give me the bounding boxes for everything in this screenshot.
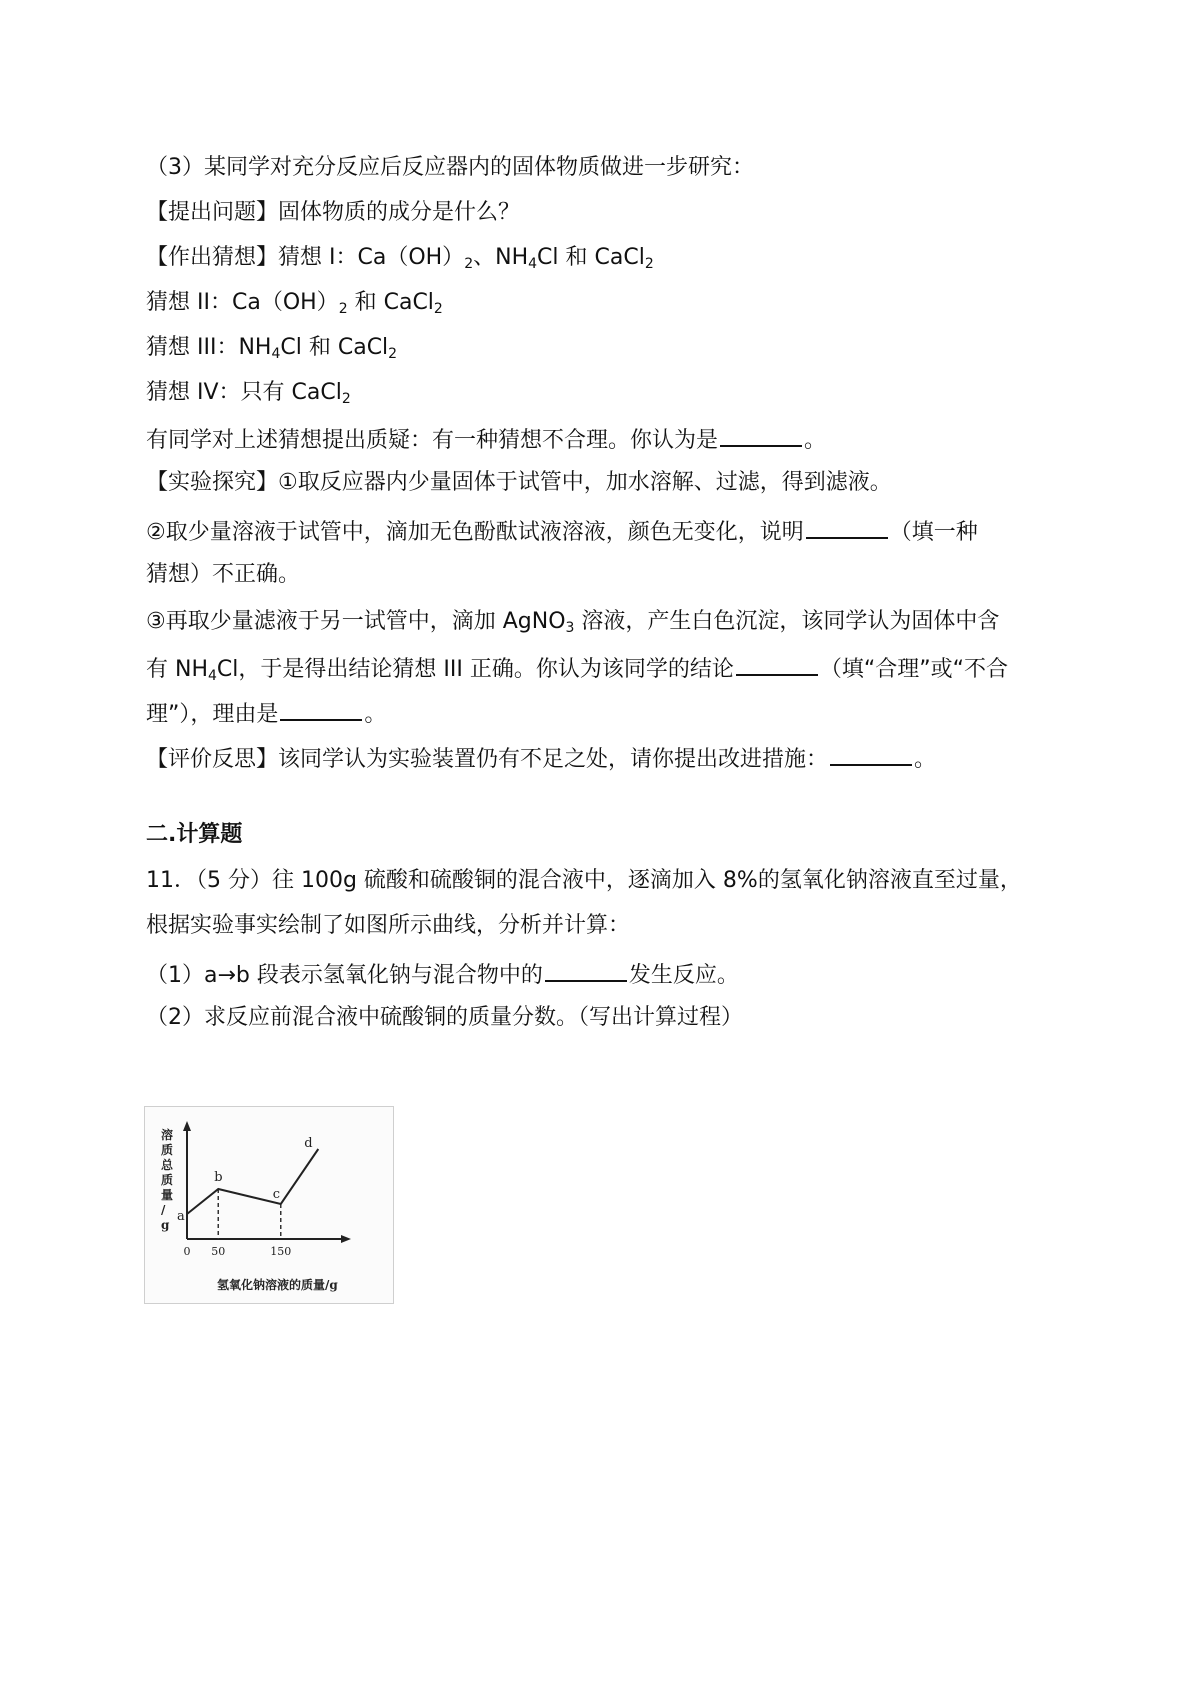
text-line-experiment-2-cont: 猜想）不正确。	[146, 562, 301, 587]
x-axis-label: 氢氧化钠溶液的质量/g	[217, 1278, 338, 1292]
text-line-q11-part2: （2）求反应前混合液中硫酸铜的质量分数。（写出计算过程）	[146, 1005, 743, 1030]
x-tick-label: 50	[211, 1245, 226, 1258]
text-line-hypothesis-4: 猜想 IV：只有 CaCl$_2$	[146, 380, 351, 407]
text-line-experiment-3-cont: 有 $NH_4Cl$，于是得出结论猜想 III 正确。你认为该同学的结论 （填“合理”或“不合	[146, 652, 1066, 685]
x-tick-label: 150	[270, 1245, 292, 1258]
text-line-hypothesis-2: 猜想 II：$Ca(OH)_2$ 和 CaCl$_2$	[146, 290, 443, 317]
text-line-experiment-1: 【实验探究】①取反应器内少量固体于试管中，加水溶解、过滤，得到滤液。	[146, 470, 892, 495]
answer-blank[interactable]	[545, 958, 627, 982]
line-chart	[145, 1107, 393, 1303]
y-axis-label-char: 质	[161, 1143, 174, 1157]
section-title: 二.计算题	[146, 822, 243, 847]
answer-blank[interactable]	[830, 742, 912, 766]
chart-figure	[144, 1106, 394, 1304]
y-axis-label-char: 量	[161, 1188, 174, 1202]
text-line-q11-stem: 11．（5 分）往 100g 硫酸和硫酸铜的混合液中，逐滴加入 8%的氢氧化钠溶液直至过量，	[146, 868, 1022, 893]
text-line-hypothesis-1: 【作出猜想】猜想 I：$Ca(OH)_2$、$NH_4Cl$ 和 CaCl$_2$	[146, 245, 654, 272]
answer-blank[interactable]	[720, 423, 802, 447]
point-label-d: d	[304, 1136, 313, 1151]
text-line-part3-intro: （3）某同学对充分反应后反应器内的固体物质做进一步研究：	[146, 155, 754, 180]
answer-blank[interactable]	[806, 515, 888, 539]
text-line-doubt: 有同学对上述猜想提出质疑：有一种猜想不合理。你认为是 。	[146, 423, 1066, 456]
text-line-experiment-2: ②取少量溶液于试管中，滴加无色酚酞试液溶液，颜色无变化，说明 （填一种	[146, 515, 1066, 548]
text-line-reflection: 【评价反思】该同学认为实验装置仍有不足之处，请你提出改进措施： 。	[146, 742, 1066, 775]
point-label-a: a	[177, 1209, 185, 1224]
y-axis-label-char: /	[161, 1203, 166, 1217]
text-line-q11-stem-cont: 根据实验事实绘制了如图所示曲线，分析并计算：	[146, 913, 631, 938]
y-axis-label-char: 质	[161, 1173, 174, 1187]
text-line-question: 【提出问题】固体物质的成分是什么？	[146, 200, 521, 225]
x-axis-arrow	[341, 1235, 351, 1243]
text-line-experiment-3: ③再取少量滤液于另一试管中，滴加 AgNO$_3$ 溶液，产生白色沉淀，该同学认为固体中含	[146, 609, 1000, 636]
text-line-hypothesis-3: 猜想 III：$NH_4Cl$ 和 CaCl$_2$	[146, 335, 398, 362]
answer-blank[interactable]	[736, 652, 818, 676]
y-axis-label-char: 总	[161, 1158, 174, 1172]
y-axis-label	[161, 1127, 174, 1232]
series-line	[187, 1149, 318, 1214]
point-label-b: b	[214, 1170, 223, 1185]
answer-blank[interactable]	[280, 697, 362, 721]
x-tick-label: 0	[183, 1245, 191, 1258]
text-line-q11-part1: （1）a→b 段表示氢氧化钠与混合物中的 发生反应。	[146, 958, 1066, 991]
point-label-c: c	[272, 1187, 281, 1202]
text-line-reason: 理”），理由是 。	[146, 697, 1066, 730]
y-axis-arrow	[183, 1121, 191, 1131]
y-axis-label-char: g	[161, 1218, 170, 1232]
y-axis-label-char: 溶	[161, 1128, 174, 1142]
